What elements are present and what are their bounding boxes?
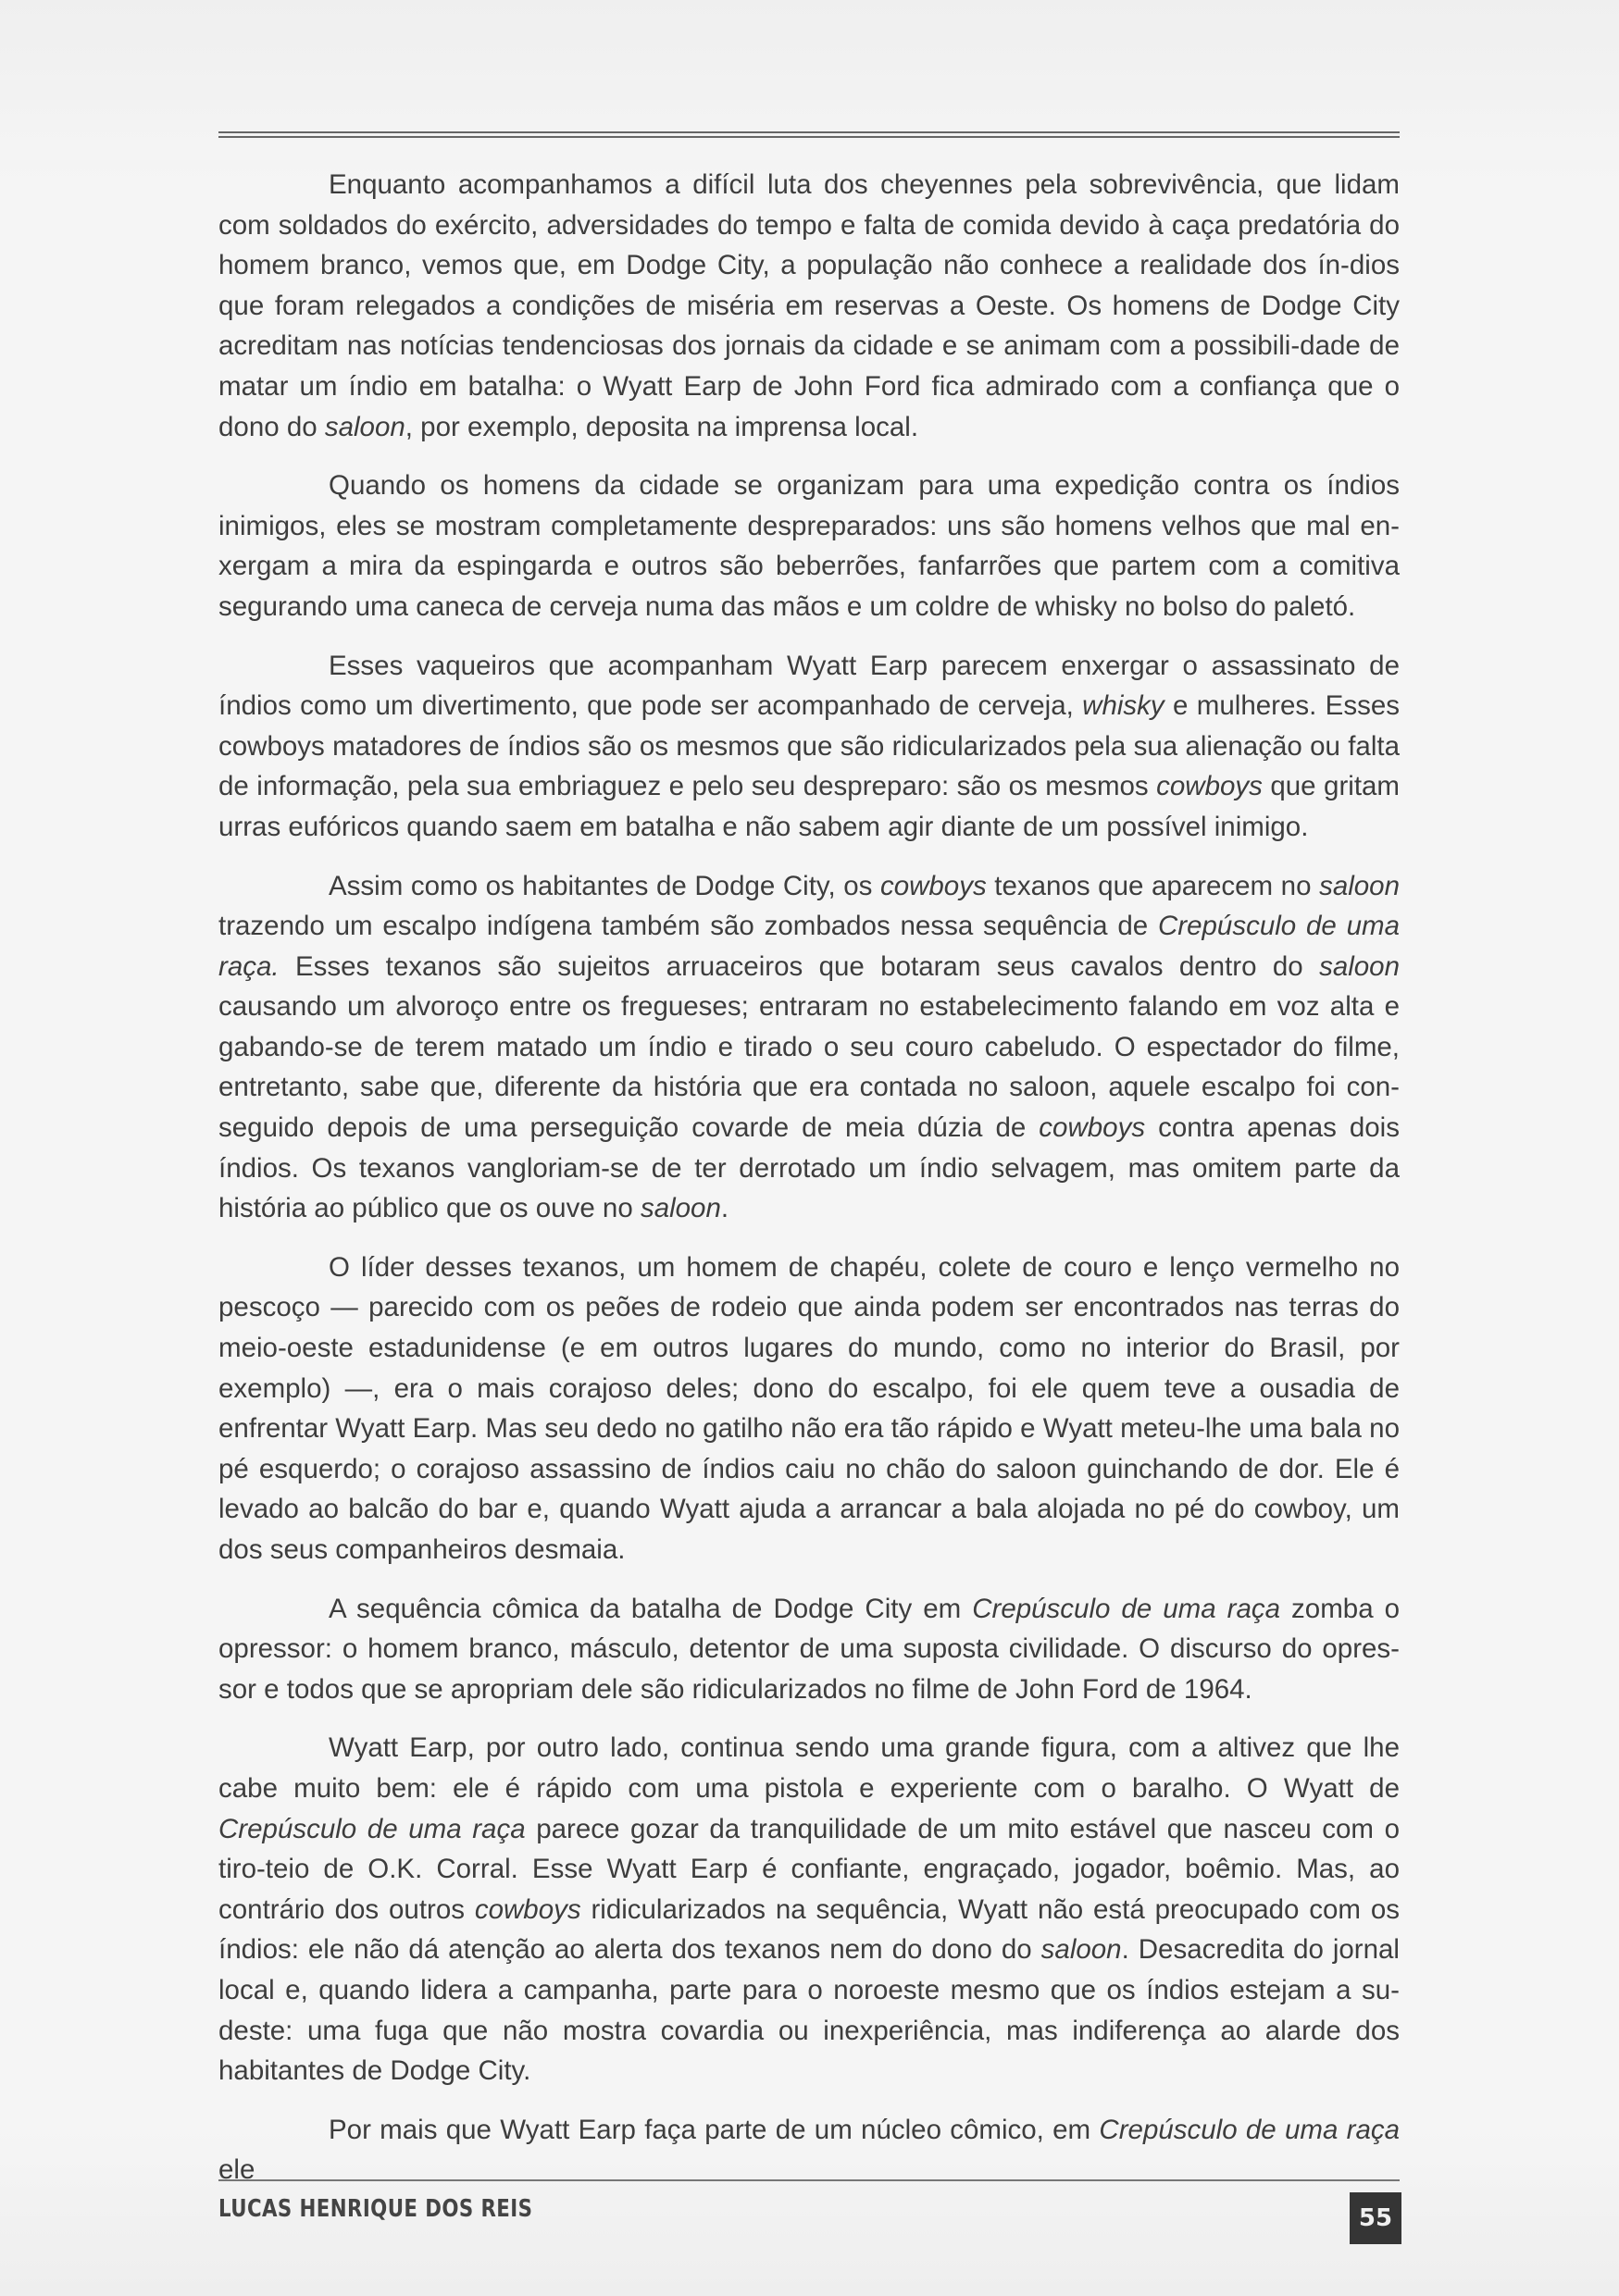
text-run: Enquanto acompanhamos a difícil luta dos cheyennes pela sobrevivência, que lidam com soldados do exército, adversidades do tempo e falta de comida devido à caça predatória do homem branco, vemos que, em Dodge City, a população não conhece a realidade dos ín-dios que foram relegados a condições de miséria em reservas a Oeste. Os homens de Dodge City acreditam nas notícias tendenciosas dos jornais da cidade e se animam com a possibili-dade de matar um índio em batalha: o Wyatt Earp de John Ford fica admirado com a confiança que o dono do xyxy=(218,169,1400,442)
paragraph xyxy=(218,1589,1400,1710)
italic-text: Crepúsculo de uma raça xyxy=(218,1813,526,1844)
text-run: . Desacredita do jornal local e, quando lidera a campanha, parte para o noroeste mesmo que os índios estejam a su-deste: uma fuga que não mostra covardia ou inexperiência, mas indiferença ao alarde dos habitantes de Dodge City. xyxy=(218,1934,1400,2087)
text-run: Wyatt Earp, por outro lado, continua sendo uma grande figura, com a altivez que lhe cabe muito bem: ele é rápido com uma pistola e experiente com o baralho. O Wyatt de xyxy=(218,1732,1400,1804)
italic-text: cowboys xyxy=(474,1893,581,1925)
body-text xyxy=(218,165,1400,2209)
italic-text: saloon xyxy=(324,411,405,442)
italic-text: Crepúsculo de uma raça xyxy=(972,1593,1281,1624)
text-run: Esses vaqueiros que acompanham Wyatt Earp parecem enxergar o assassinato de índios como um divertimento, que pode ser acompanhado de cerveja, xyxy=(218,650,1400,722)
text-run: e mulheres. Esses cowboys matadores de índios são os mesmos que são ridicularizados pela sua alienação ou falta de informação, pela sua embriaguez e pelo seu despreparo: são os mesmos xyxy=(218,690,1400,802)
paragraph xyxy=(218,1728,1400,2091)
paragraph xyxy=(218,646,1400,848)
text-run: A sequência cômica da batalha de Dodge City em xyxy=(329,1593,973,1624)
italic-text: cowboys xyxy=(1156,771,1263,802)
text-run: texanos que aparecem no xyxy=(986,870,1320,901)
italic-text: whisky xyxy=(1082,690,1164,722)
italic-text: cowboys xyxy=(879,870,987,901)
header-rule xyxy=(218,131,1400,138)
text-run: O líder desses texanos, um homem de chapéu, colete de couro e lenço vermelho no pescoço — parecido com os peões de rodeio que ainda podem ser encontrados nas terras do meio-oeste estadunidense (e em outros lugares do mundo, como no interior do Brasil, por exemplo) —, era o mais corajoso deles; dono do escalpo, foi ele quem teve a ousadia de enfrentar Wyatt Earp. Mas seu dedo no gatilho não era tão rápido e Wyatt meteu-lhe uma bala no pé esquerdo; o corajoso assassino de índios caiu no chão do saloon guinchando de dor. Ele é levado ao balcão do bar e, quando Wyatt ajuda a arrancar a bala alojada no pé do cowboy, um dos seus companheiros desmaia. xyxy=(218,1251,1400,1565)
text-run: ridicularizados na sequência, Wyatt não está preocupado com os índios: ele não dá atenção ao alerta dos texanos nem do dono do xyxy=(218,1893,1400,1966)
text-run: Assim como os habitantes de Dodge City, os xyxy=(329,870,880,901)
italic-text: saloon xyxy=(1040,1934,1122,1966)
text-run: ele xyxy=(218,2154,255,2186)
text-run: , por exemplo, deposita na imprensa local. xyxy=(405,411,919,442)
text-run: zomba o opressor: o homem branco, másculo, detentor de uma suposta civilidade. O discurso do opres-sor e todos que se apropriam dele são ridicularizados no filme de John Ford de 1964. xyxy=(218,1593,1401,1705)
paragraph xyxy=(218,465,1400,627)
paragraph xyxy=(218,2110,1400,2191)
paragraph xyxy=(218,1247,1400,1570)
italic-text: saloon xyxy=(1319,870,1400,901)
text-run: . xyxy=(720,1193,729,1224)
italic-text: saloon xyxy=(640,1193,721,1224)
text-run: trazendo um escalpo indígena também são zombados nessa sequência de xyxy=(218,911,1158,942)
footer-author: LUCAS HENRIQUE DOS REIS xyxy=(218,2195,533,2223)
italic-text: Crepúsculo de uma raça xyxy=(1099,2114,1401,2145)
paragraph xyxy=(218,866,1400,1229)
text-run: Esses texanos são sujeitos arruaceiros que botaram seus cavalos dentro do xyxy=(279,950,1320,982)
text-run: que gritam urras eufóricos quando saem em batalha e não sabem agir diante de um possível inimigo. xyxy=(218,771,1400,842)
text-run: contra apenas dois índios. Os texanos vangloriam-se de ter derrotado um índio selvagem, mas omitem parte da história ao público que os ouve no xyxy=(218,1112,1400,1224)
text-run: Quando os homens da cidade se organizam para uma expedição contra os índios inimigos, eles se mostram completamente despreparados: uns são homens velhos que mal en-xergam a mira da espingarda e outros são beberrões, fanfarrões que partem com a comitiva segurando uma caneca de cerveja numa das mãos e um coldre de whisky no bolso do paletó. xyxy=(218,470,1400,622)
italic-text: Crepúsculo de uma raça. xyxy=(218,911,1400,982)
text-run: causando um alvoroço entre os fregueses; entraram no estabelecimento falando em voz alta e gabando-se de terem matado um índio e tirado o seu couro cabeludo. O espectador do filme, entretanto, sabe que, diferente da história que era contada no saloon, aquele escalpo foi con-seguido depois de uma perseguição covarde de meia dúzia de xyxy=(218,991,1400,1144)
text-run: parece gozar da tranquilidade de um mito estável que nasceu com o tiro-teio de O.K. Corral. Esse Wyatt Earp é confiante, engraçado, jogador, boêmio. Mas, ao contrário dos outros xyxy=(218,1813,1401,1925)
footer-rule xyxy=(218,2179,1400,2181)
italic-text: saloon xyxy=(1319,950,1400,982)
text-run: Por mais que Wyatt Earp faça parte de um núcleo cômico, em xyxy=(329,2114,1100,2145)
page-number: 55 xyxy=(1350,2192,1401,2244)
paragraph xyxy=(218,165,1400,447)
italic-text: cowboys xyxy=(1039,1112,1146,1144)
